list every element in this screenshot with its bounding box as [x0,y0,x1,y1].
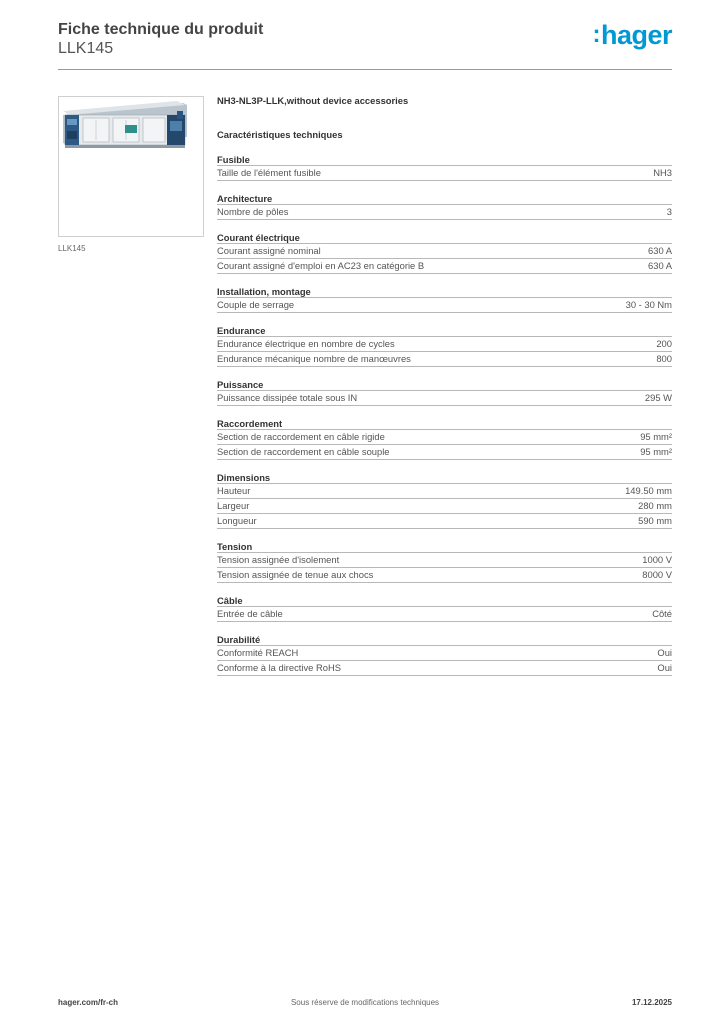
spec-row [217,567,672,583]
spec-group-title: Raccordement [217,418,283,429]
spec-rows [217,297,672,313]
spec-group [217,418,672,460]
footer-date: 17.12.2025 [631,998,672,1007]
spec-row [217,498,672,513]
spec-label: Hauteur [217,485,251,496]
spec-row [217,645,672,660]
spec-row [217,165,672,181]
spec-value: 8000 V [642,569,672,580]
spec-group [217,286,672,313]
spec-label: Endurance mécanique nombre de manœuvres [217,353,411,364]
product-name: NH3-NL3P-LLK,without device accessories [217,95,409,106]
spec-group [217,154,672,181]
spec-value: NH3 [653,167,672,178]
spec-label: Courant assigné nominal [217,245,321,256]
spec-rows [217,429,672,460]
spec-value: 295 W [644,392,672,403]
spec-group-title: Durabilité [217,634,261,645]
spec-rows [217,204,672,220]
spec-label: Couple de serrage [217,299,295,310]
section-heading: Caractéristiques techniques [217,129,343,140]
document-subtitle: LLK145 [58,40,114,57]
spec-group-title: Installation, montage [217,286,311,297]
spec-group-title: Fusible [217,154,250,165]
spec-value: 1000 V [642,554,672,565]
spec-row [217,204,672,220]
spec-row [217,483,672,498]
footer-website[interactable]: hager.com/fr-ch [58,998,119,1007]
spec-row [217,336,672,351]
spec-value: Oui [657,662,672,673]
spec-value: 149.50 mm [625,485,672,496]
spec-groups [217,154,672,676]
spec-value: 630 A [648,245,672,256]
spec-value: 280 mm [638,500,672,511]
spec-rows [217,645,672,676]
footer-notice: Sous réserve de modifications techniques [290,998,440,1007]
spec-label: Longueur [217,515,257,526]
spec-group [217,472,672,529]
spec-label: Tension assignée de tenue aux chocs [217,569,374,580]
spec-row [217,513,672,529]
spec-row [217,552,672,567]
switch-disconnector-illustration [59,97,203,236]
spec-rows [217,483,672,529]
spec-label: Section de raccordement en câble rigide [217,431,385,442]
spec-rows [217,336,672,367]
spec-row [217,444,672,460]
spec-label: Puissance dissipée totale sous IN [217,392,358,403]
spec-group-title: Câble [217,595,243,606]
spec-row [217,606,672,622]
spec-rows [217,606,672,622]
spec-value: Côté [652,608,672,619]
header-divider [58,69,672,70]
spec-group [217,193,672,220]
spec-label: Endurance électrique en nombre de cycles [217,338,395,349]
document-title: Fiche technique du produit [58,21,264,38]
spec-value: 200 [656,338,672,349]
spec-row [217,660,672,676]
spec-group [217,541,672,583]
spec-value: 30 - 30 Nm [625,299,672,310]
spec-group-title: Architecture [217,193,273,204]
spec-row [217,390,672,406]
spec-label: Section de raccordement en câble souple [217,446,390,457]
spec-value: 95 mm² [640,431,672,442]
spec-row [217,351,672,367]
product-image [58,96,204,237]
spec-row [217,258,672,274]
spec-group-title: Tension [217,541,253,552]
spec-label: Conformité REACH [217,647,299,658]
spec-group-title: Dimensions [217,472,271,483]
spec-value: 800 [656,353,672,364]
spec-group [217,379,672,406]
spec-label: Largeur [217,500,250,511]
spec-label: Courant assigné d'emploi en AC23 en catégorie B [217,260,425,271]
spec-value: 590 mm [638,515,672,526]
spec-row [217,297,672,313]
spec-group-title: Puissance [217,379,264,390]
spec-rows [217,552,672,583]
page-header [58,20,672,58]
spec-group [217,634,672,676]
spec-group [217,325,672,367]
spec-row [217,243,672,258]
spec-value: 3 [666,206,672,217]
spec-row [217,429,672,444]
image-caption: LLK145 [58,244,86,253]
spec-label: Conforme à la directive RoHS [217,662,342,673]
spec-group-title: Courant électrique [217,232,300,243]
spec-rows [217,165,672,181]
spec-group-title: Endurance [217,325,266,336]
spec-label: Tension assignée d'isolement [217,554,340,565]
hager-logo: :hager [592,20,672,50]
spec-group [217,595,672,622]
specification-content [217,95,672,676]
spec-group [217,232,672,274]
spec-value: Oui [657,647,672,658]
spec-rows [217,390,672,406]
spec-label: Entrée de câble [217,608,283,619]
spec-label: Nombre de pôles [217,206,289,217]
spec-value: 630 A [648,260,672,271]
spec-value: 95 mm² [640,446,672,457]
spec-label: Taille de l'élément fusible [217,167,321,178]
spec-rows [217,243,672,274]
